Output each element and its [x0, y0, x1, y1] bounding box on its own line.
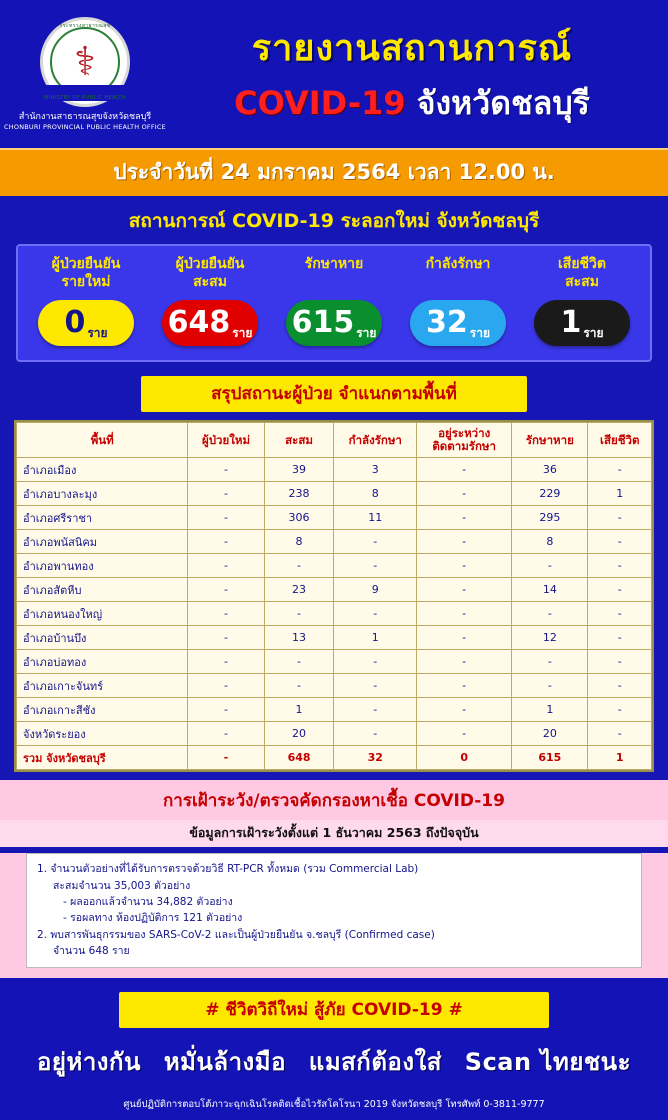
- cell-total: 8: [264, 530, 334, 554]
- cell-treating: 1: [334, 626, 417, 650]
- cell-total: 1: [264, 698, 334, 722]
- col-new-cases: ผู้ป่วยใหม่: [188, 423, 264, 458]
- table-row: [17, 482, 652, 506]
- seal-ring-bottom-text: MINISTRY OF PUBLIC HEALTH: [43, 85, 127, 101]
- stat-under-treatment-pill: [410, 300, 506, 346]
- page-footer-section: [0, 978, 668, 1120]
- cell-area: อำเภอเมือง: [17, 458, 188, 482]
- ministry-logo: [0, 4, 170, 144]
- cell-new: -: [188, 554, 264, 578]
- screening-item1-bullet2: - รอผลทาง ห้องปฏิบัติการ 121 ตัวอย่าง: [63, 912, 243, 925]
- cell-area: อำเภอพนัสนิคม: [17, 530, 188, 554]
- table-row: [17, 626, 652, 650]
- district-table-head: [17, 423, 652, 458]
- cell-recovered: 615: [512, 746, 588, 770]
- stat-deaths-unit: ราย: [583, 326, 604, 340]
- cell-followup: -: [417, 530, 512, 554]
- cell-total: -: [264, 650, 334, 674]
- organization-name-th: สำนักงานสาธารณสุขจังหวัดชลบุรี: [18, 111, 152, 122]
- slogan-item-1: อยู่ห่างกัน: [37, 1048, 141, 1077]
- cell-treating: 8: [334, 482, 417, 506]
- cell-treating: -: [334, 602, 417, 626]
- seal-ring-top-text: กระทรวงสาธารณสุข: [59, 22, 111, 29]
- cell-recovered: 1: [512, 698, 588, 722]
- cell-total: 648: [264, 746, 334, 770]
- stat-deaths-pill: [534, 300, 630, 346]
- slogan-row: [0, 1042, 668, 1081]
- cell-deaths: -: [588, 602, 652, 626]
- stat-new-confirmed-unit: ราย: [87, 326, 108, 340]
- summary-stats-row: [24, 256, 644, 346]
- cell-new: -: [188, 482, 264, 506]
- cell-total: 238: [264, 482, 334, 506]
- cell-followup: -: [417, 458, 512, 482]
- cell-total: -: [264, 554, 334, 578]
- cell-deaths: -: [588, 578, 652, 602]
- table-row: [17, 530, 652, 554]
- cell-area: อำเภอพานทอง: [17, 554, 188, 578]
- col-deaths: เสียชีวิต: [588, 423, 652, 458]
- title-covid-label: COVID-19: [234, 84, 406, 122]
- table-row: [17, 674, 652, 698]
- cell-followup: -: [417, 650, 512, 674]
- slogan-item-3: แมสก์ต้องใส่: [308, 1048, 442, 1077]
- table-row: [17, 506, 652, 530]
- cell-new: -: [188, 602, 264, 626]
- cell-followup: -: [417, 626, 512, 650]
- cell-recovered: 12: [512, 626, 588, 650]
- stat-new-confirmed-value: 0: [64, 305, 86, 340]
- cell-new: -: [188, 746, 264, 770]
- cell-followup: -: [417, 482, 512, 506]
- cell-followup: -: [417, 554, 512, 578]
- cell-followup: -: [417, 578, 512, 602]
- cell-deaths: -: [588, 626, 652, 650]
- cell-area: รวม จังหวัดชลบุรี: [17, 746, 188, 770]
- cell-recovered: 295: [512, 506, 588, 530]
- cell-deaths: -: [588, 722, 652, 746]
- cell-recovered: 20: [512, 722, 588, 746]
- page-subtitle: [170, 78, 654, 129]
- header-titles: [170, 19, 668, 129]
- cell-recovered: 229: [512, 482, 588, 506]
- table-title: สรุปสถานะผู้ป่วย จำแนกตามพื้นที่: [141, 376, 527, 412]
- cell-area: อำเภอบ้านบึง: [17, 626, 188, 650]
- cell-treating: 11: [334, 506, 417, 530]
- cell-deaths: -: [588, 458, 652, 482]
- table-row: [17, 722, 652, 746]
- situation-heading: สถานการณ์ COVID-19 ระลอกใหม่ จังหวัดชลบุรี: [128, 210, 540, 232]
- cell-area: อำเภอศรีราชา: [17, 506, 188, 530]
- screening-item1-line1: 1. จำนวนตัวอย่างที่ได้รับการตรวจด้วยวิธี RT-PCR ทั้งหมด (รวม Commercial Lab): [37, 863, 419, 876]
- cell-deaths: 1: [588, 746, 652, 770]
- table-row: [17, 458, 652, 482]
- stat-cumulative-confirmed-value: 648: [167, 305, 231, 340]
- cell-total: 306: [264, 506, 334, 530]
- cell-area: อำเภอเกาะสีชัง: [17, 698, 188, 722]
- slogan-item-2: หมั่นล้างมือ: [163, 1048, 286, 1077]
- organization-name-en: CHONBURI PROVINCIAL PUBLIC HEALTH OFFICE: [4, 122, 166, 131]
- cell-recovered: -: [512, 602, 588, 626]
- cell-recovered: -: [512, 674, 588, 698]
- cell-deaths: -: [588, 674, 652, 698]
- cell-deaths: 1: [588, 482, 652, 506]
- cell-deaths: -: [588, 554, 652, 578]
- col-followup: อยู่ระหว่าง ติดตามรักษา: [417, 423, 512, 458]
- report-date-bar: ประจำวันที่ 24 มกราคม 2564 เวลา 12.00 น.: [0, 148, 668, 196]
- cell-new: -: [188, 674, 264, 698]
- cell-recovered: 8: [512, 530, 588, 554]
- cell-treating: 9: [334, 578, 417, 602]
- stat-cumulative-confirmed-label: ผู้ป่วยยืนยัน สะสม: [175, 256, 245, 290]
- district-table-wrapper: [14, 420, 654, 772]
- col-area: พื้นที่: [17, 423, 188, 458]
- page-title: รายงานสถานการณ์: [251, 28, 573, 69]
- cell-area: อำเภอหนองใหญ่: [17, 602, 188, 626]
- stat-under-treatment-label: กำลังรักษา: [425, 256, 491, 272]
- cell-new: -: [188, 458, 264, 482]
- table-header-row: [17, 423, 652, 458]
- screening-subtitle: ข้อมูลการเฝ้าระวังตั้งแต่ 1 ธันวาคม 2563 ถึงปัจจุบัน: [0, 820, 668, 847]
- cell-recovered: -: [512, 650, 588, 674]
- organization-name: [4, 111, 166, 132]
- stat-recovered-unit: ราย: [356, 326, 377, 340]
- summary-stats-box: [16, 244, 652, 362]
- cell-treating: 32: [334, 746, 417, 770]
- cell-treating: -: [334, 530, 417, 554]
- cell-new: -: [188, 530, 264, 554]
- screening-item1-bullet1: - ผลออกแล้วจำนวน 34,882 ตัวอย่าง: [63, 895, 233, 908]
- title-province-label: จังหวัดชลบุรี: [416, 84, 590, 122]
- cell-treating: -: [334, 722, 417, 746]
- table-row: [17, 578, 652, 602]
- cell-area: อำเภอเกาะจันทร์: [17, 674, 188, 698]
- screening-details-box: [26, 853, 642, 968]
- cell-treating: -: [334, 698, 417, 722]
- stat-under-treatment-unit: ราย: [469, 326, 490, 340]
- col-treating: กำลังรักษา: [334, 423, 417, 458]
- table-row: [17, 602, 652, 626]
- cell-area: จังหวัดระยอง: [17, 722, 188, 746]
- stat-under-treatment: [396, 256, 520, 346]
- cell-recovered: 36: [512, 458, 588, 482]
- cell-deaths: -: [588, 530, 652, 554]
- page-header: [0, 0, 668, 148]
- cell-new: -: [188, 722, 264, 746]
- cell-followup: 0: [417, 746, 512, 770]
- cell-area: อำเภอบางละมุง: [17, 482, 188, 506]
- cell-total: 20: [264, 722, 334, 746]
- stat-deaths-value: 1: [560, 305, 582, 340]
- district-table-body: [17, 458, 652, 770]
- caduceus-icon: ⚕: [74, 38, 96, 85]
- screening-item1-line2: สะสมจำนวน 35,003 ตัวอย่าง: [53, 879, 191, 892]
- stat-under-treatment-value: 32: [426, 305, 468, 340]
- stat-new-confirmed: [24, 256, 148, 346]
- screening-section: [0, 780, 668, 820]
- table-row: [17, 554, 652, 578]
- cell-followup: -: [417, 722, 512, 746]
- hashtag-banner: # ชีวิตวิถีใหม่ สู้ภัย COVID-19 #: [119, 992, 549, 1028]
- cell-treating: -: [334, 650, 417, 674]
- cell-recovered: -: [512, 554, 588, 578]
- cell-treating: -: [334, 674, 417, 698]
- cell-treating: 3: [334, 458, 417, 482]
- slogan-item-4: Scan ไทยชนะ: [464, 1048, 631, 1077]
- table-total-row: [17, 746, 652, 770]
- cell-followup: -: [417, 698, 512, 722]
- cell-deaths: -: [588, 650, 652, 674]
- cell-new: -: [188, 698, 264, 722]
- cell-total: -: [264, 674, 334, 698]
- screening-item2-line1: 2. พบสารพันธุกรรมของ SARS-CoV-2 และเป็นผู้ป่วยยืนยัน จ.ชลบุรี (Confirmed case): [37, 928, 435, 941]
- stat-cumulative-confirmed: [148, 256, 272, 346]
- stat-recovered: [272, 256, 396, 346]
- cell-followup: -: [417, 506, 512, 530]
- stat-deaths: [520, 256, 644, 346]
- cell-new: -: [188, 626, 264, 650]
- col-cumulative: สะสม: [264, 423, 334, 458]
- stat-deaths-label: เสียชีวิต สะสม: [558, 256, 606, 290]
- cell-followup: -: [417, 674, 512, 698]
- table-row: [17, 650, 652, 674]
- col-recovered: รักษาหาย: [512, 423, 588, 458]
- stat-new-confirmed-label: ผู้ป่วยยืนยัน รายใหม่: [51, 256, 121, 290]
- cell-treating: -: [334, 554, 417, 578]
- cell-deaths: -: [588, 698, 652, 722]
- cell-new: -: [188, 506, 264, 530]
- stat-recovered-label: รักษาหาย: [304, 256, 364, 272]
- cell-new: -: [188, 650, 264, 674]
- cell-recovered: 14: [512, 578, 588, 602]
- stat-new-confirmed-pill: [38, 300, 134, 346]
- table-row: [17, 698, 652, 722]
- screening-title: การเฝ้าระวัง/ตรวจคัดกรองหาเชื้อ COVID-19: [163, 791, 505, 812]
- stat-cumulative-confirmed-unit: ราย: [232, 326, 253, 340]
- cell-area: อำเภอบ่อทอง: [17, 650, 188, 674]
- cell-total: 13: [264, 626, 334, 650]
- cell-new: -: [188, 578, 264, 602]
- stat-recovered-pill: [286, 300, 382, 346]
- footer-contact: ศูนย์ปฏิบัติการตอบโต้ภาวะฉุกเฉินโรคติดเชื้อไวรัสโคโรนา 2019 จังหวัดชลบุรี โทรศัพท์ 0-3811-9777: [123, 1099, 545, 1111]
- district-table: [16, 422, 652, 770]
- cell-followup: -: [417, 602, 512, 626]
- screening-item2-line2: จำนวน 648 ราย: [53, 944, 130, 957]
- seal-icon: [40, 17, 130, 107]
- cell-total: 23: [264, 578, 334, 602]
- stat-recovered-value: 615: [291, 305, 355, 340]
- cell-total: 39: [264, 458, 334, 482]
- cell-area: อำเภอสัตหีบ: [17, 578, 188, 602]
- cell-deaths: -: [588, 506, 652, 530]
- stat-cumulative-confirmed-pill: [162, 300, 258, 346]
- cell-total: -: [264, 602, 334, 626]
- screening-body: [0, 853, 668, 978]
